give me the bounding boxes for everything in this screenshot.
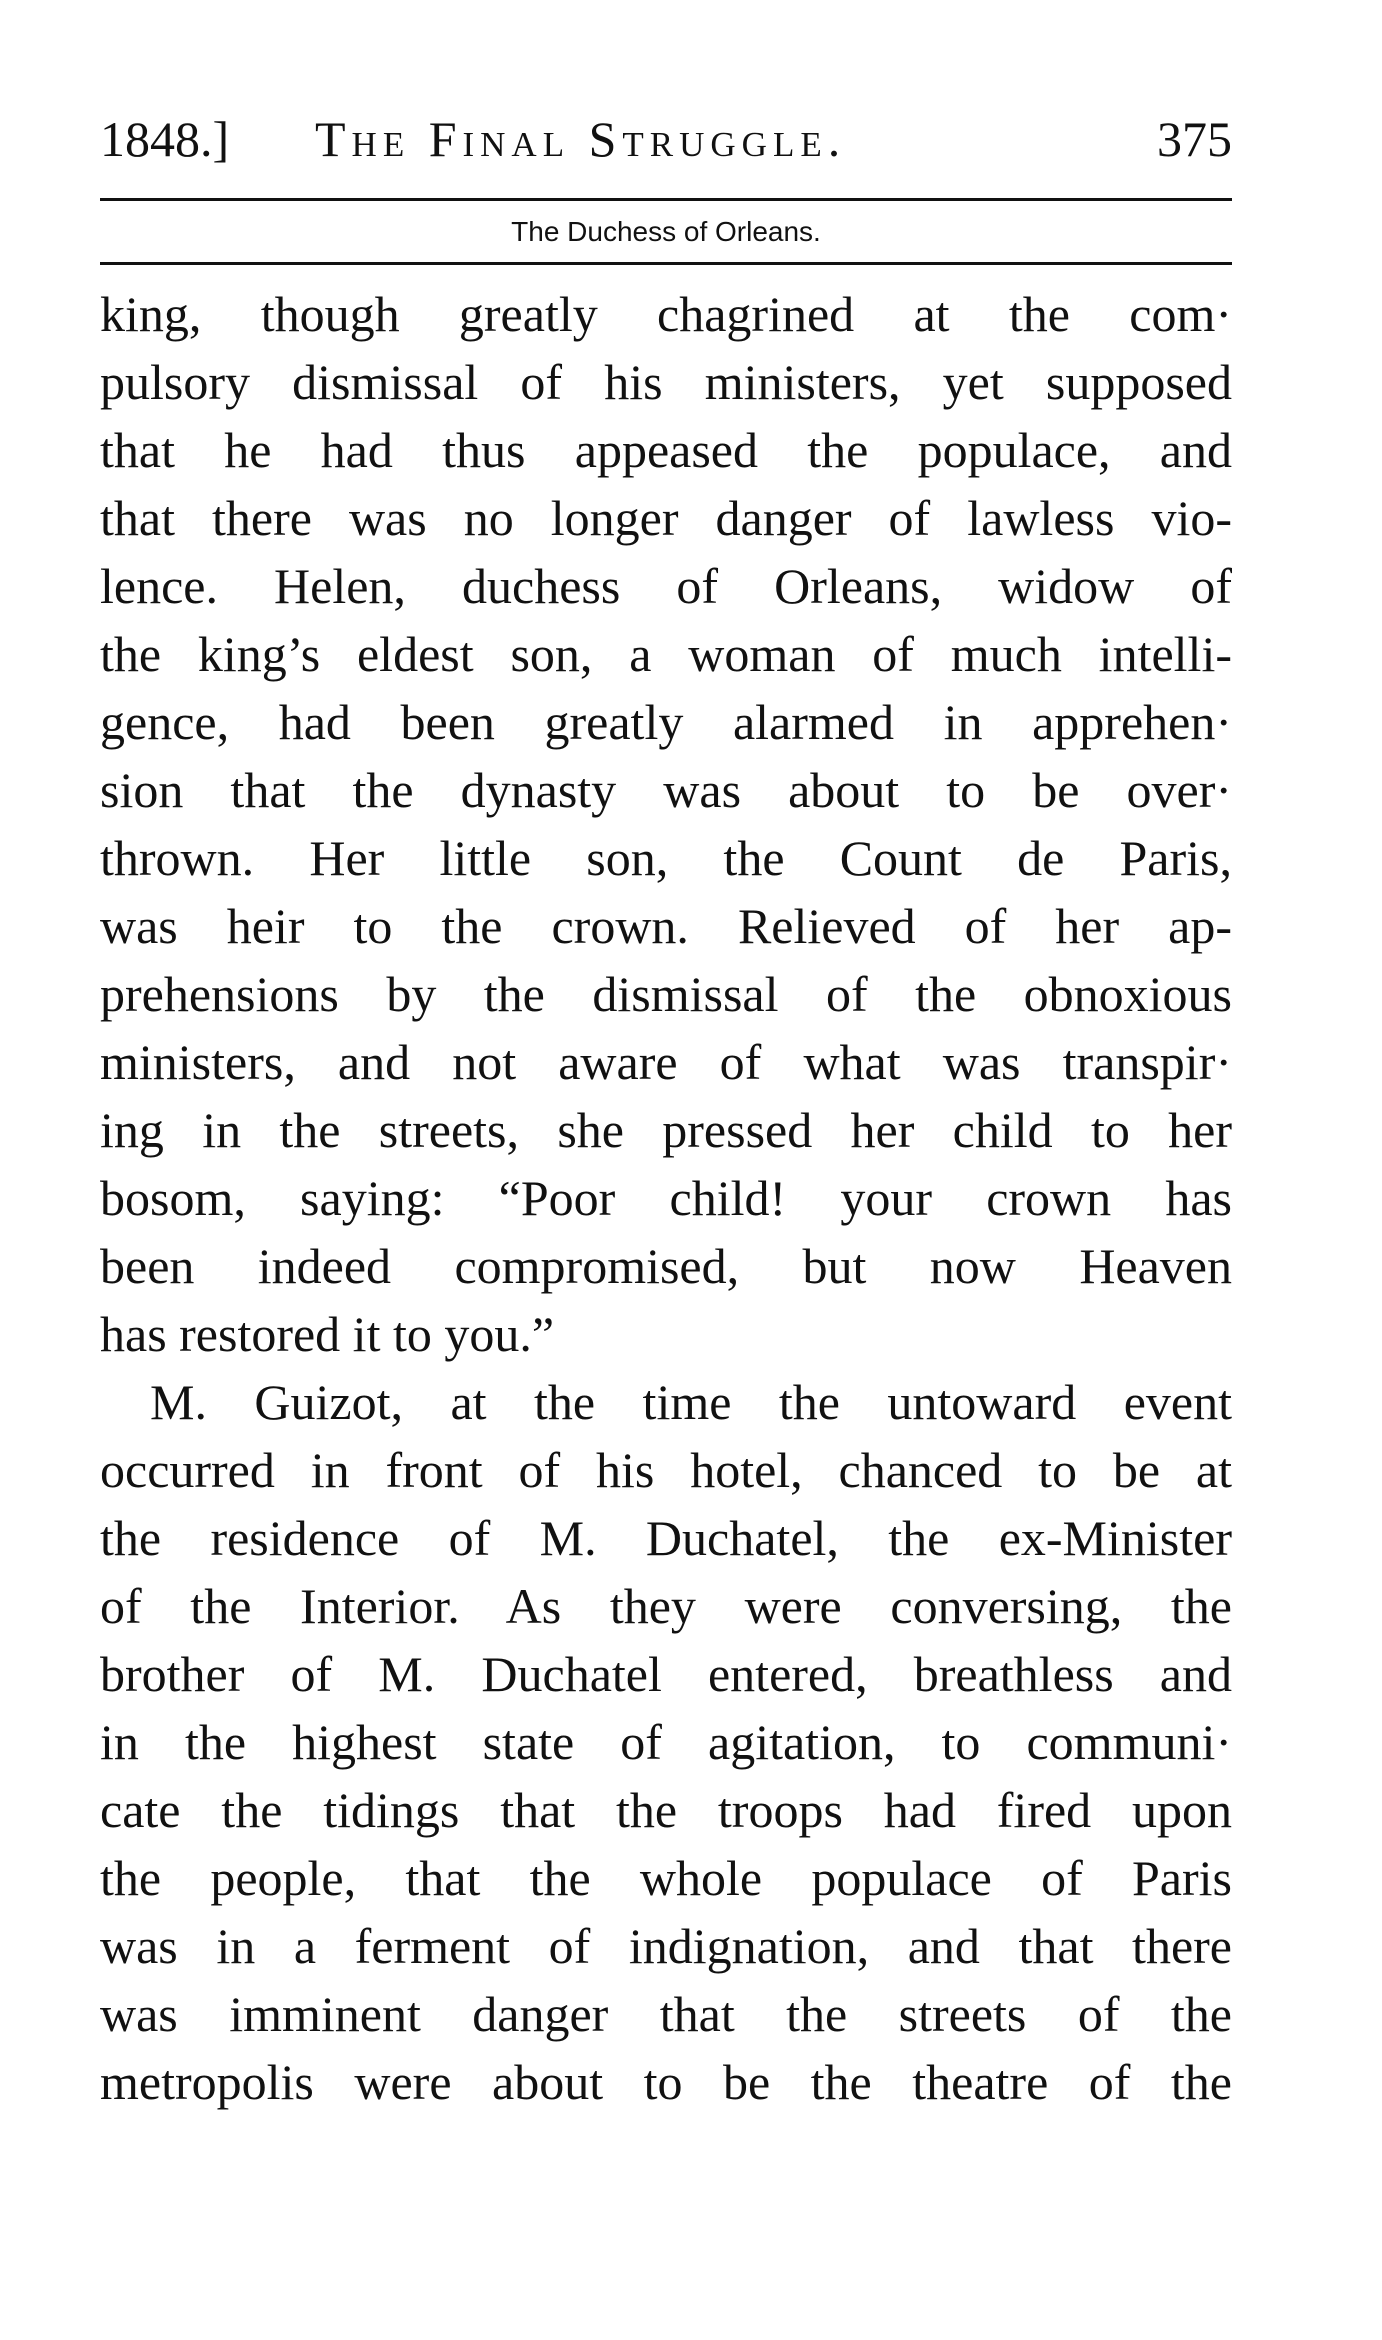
text-line: occurred in front of his hotel, chanced to be at	[100, 1442, 1232, 1498]
text-line: that he had thus appeased the populace, and	[100, 422, 1232, 478]
text-line: has restored it to you.”	[100, 1306, 555, 1362]
text-line: metropolis were about to be the theatre of the	[100, 2054, 1232, 2110]
text-line: the people, that the whole populace of Paris	[100, 1850, 1232, 1906]
paragraph-2	[100, 1368, 1232, 2116]
header-rule-bottom	[100, 262, 1232, 265]
text-line: the residence of M. Duchatel, the ex-Minister	[100, 1510, 1232, 1566]
text-line: gence, had been greatly alarmed in apprehen·	[100, 694, 1232, 750]
text-line: cate the tidings that the troops had fired upon	[100, 1782, 1232, 1838]
running-head-title: The Final Struggle.	[315, 111, 847, 167]
text-line: been indeed compromised, but now Heaven	[100, 1238, 1232, 1294]
page-number: 375	[1157, 111, 1232, 167]
text-line: sion that the dynasty was about to be over·	[100, 762, 1232, 818]
running-head-year: 1848.]	[100, 111, 230, 167]
text-line: ing in the streets, she pressed her child to her	[100, 1102, 1232, 1158]
text-line: M. Guizot, at the time the untoward event	[150, 1374, 1232, 1430]
header-rule-top	[100, 198, 1232, 201]
text-line: of the Interior. As they were conversing, the	[100, 1578, 1232, 1634]
text-line: thrown. Her little son, the Count de Paris,	[100, 830, 1232, 886]
section-subtitle: The Duchess of Orleans.	[511, 216, 821, 247]
text-line: was heir to the crown. Relieved of her ap-	[100, 898, 1232, 954]
text-line: that there was no longer danger of lawless vio-	[100, 490, 1232, 546]
body-text	[100, 280, 1232, 2116]
text-line: prehensions by the dismissal of the obnoxious	[100, 966, 1232, 1022]
text-line: was in a ferment of indignation, and that there	[100, 1918, 1232, 1974]
text-line: brother of M. Duchatel entered, breathless and	[100, 1646, 1232, 1702]
text-line: lence. Helen, duchess of Orleans, widow of	[100, 558, 1232, 614]
text-line: ministers, and not aware of what was transpir·	[100, 1034, 1232, 1090]
text-line: pulsory dismissal of his ministers, yet supposed	[100, 354, 1232, 410]
text-line: in the highest state of agitation, to communi·	[100, 1714, 1232, 1770]
text-line: bosom, saying: “Poor child! your crown has	[100, 1170, 1232, 1226]
paragraph-1	[100, 280, 1232, 1368]
running-head	[100, 104, 1232, 174]
text-line: king, though greatly chagrined at the com·	[100, 286, 1232, 342]
text-line: was imminent danger that the streets of the	[100, 1986, 1232, 2042]
text-line: the king’s eldest son, a woman of much intelli-	[100, 626, 1232, 682]
